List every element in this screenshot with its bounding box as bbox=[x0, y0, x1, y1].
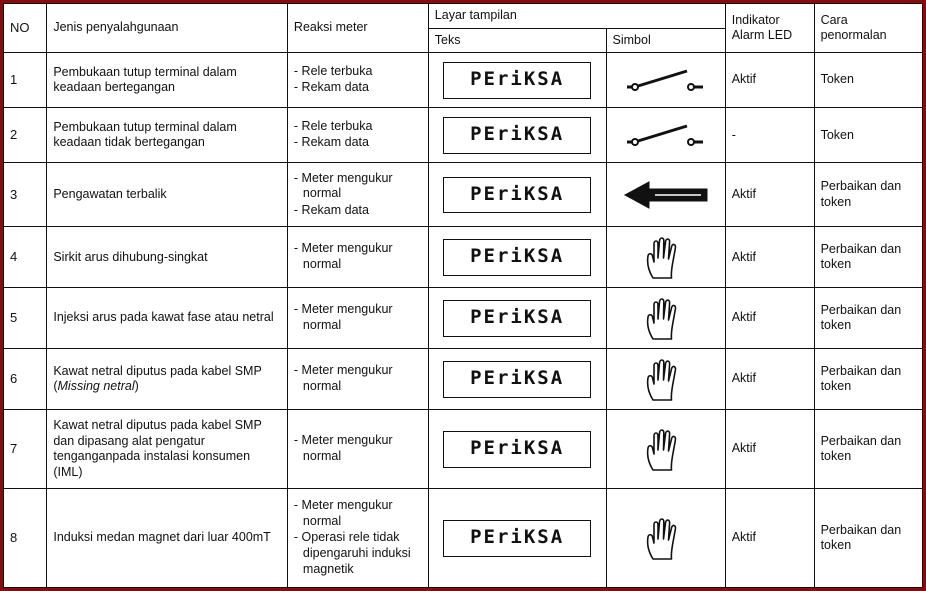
row-indikator: Aktif bbox=[725, 288, 814, 349]
row-cara: Token bbox=[814, 108, 922, 163]
hand-icon bbox=[643, 295, 689, 341]
row-reaksi bbox=[287, 227, 428, 288]
row-indikator: Aktif bbox=[725, 349, 814, 410]
row-jenis: Pembukaan tutup terminal dalam keadaan bertegangan bbox=[47, 53, 288, 108]
row-jenis: Sirkit arus dihubung-singkat bbox=[47, 227, 288, 288]
row-simbol bbox=[606, 288, 725, 349]
hand-icon bbox=[643, 426, 689, 472]
row-jenis-pre: Kawat netral diputus pada kabel SMP ( bbox=[53, 363, 262, 394]
row-simbol bbox=[606, 108, 725, 163]
reaksi-item: - Meter mengukur normal bbox=[293, 363, 393, 393]
table-row bbox=[4, 288, 923, 349]
lcd-display bbox=[443, 177, 591, 214]
row-teks bbox=[428, 227, 606, 288]
row-number: 4 bbox=[4, 227, 47, 288]
row-teks bbox=[428, 349, 606, 410]
row-cara: Token bbox=[814, 53, 922, 108]
row-jenis-post: ) bbox=[134, 379, 139, 394]
reaksi-item: - Rekam data bbox=[293, 202, 369, 217]
reaksi-item: - Meter mengukur normal bbox=[293, 433, 393, 463]
row-number: 1 bbox=[4, 53, 47, 108]
header-reaksi: Reaksi meter bbox=[287, 4, 428, 53]
row-jenis-italic: Missing netral bbox=[57, 379, 135, 394]
table-row bbox=[4, 108, 923, 163]
reaksi-item: - Rele terbuka bbox=[293, 63, 373, 78]
row-number: 7 bbox=[4, 410, 47, 489]
lcd-text: PEriKSA bbox=[470, 67, 565, 90]
table-row bbox=[4, 53, 923, 108]
row-simbol bbox=[606, 489, 725, 588]
header-indikator-alarm-led: Indikator Alarm LED bbox=[725, 4, 814, 53]
reaksi-item: - Meter mengukur normal bbox=[293, 498, 393, 528]
header-simbol: Simbol bbox=[606, 28, 725, 53]
reaksi-item: - Meter mengukur normal bbox=[293, 241, 393, 271]
lcd-display bbox=[443, 62, 591, 99]
reaksi-item: - Rekam data bbox=[293, 80, 369, 95]
reaksi-item: - Meter mengukur normal bbox=[293, 170, 393, 201]
row-number: 6 bbox=[4, 349, 47, 410]
header-cara-penormalan: Cara penormalan bbox=[814, 4, 922, 53]
row-jenis: Induksi medan magnet dari luar 400mT bbox=[47, 489, 288, 588]
lcd-text: PEriKSA bbox=[470, 525, 565, 548]
row-cara: Perbaikan dan token bbox=[814, 489, 922, 588]
lcd-display bbox=[443, 520, 591, 557]
row-cara: Perbaikan dan token bbox=[814, 410, 922, 489]
table-body bbox=[4, 53, 923, 588]
row-reaksi bbox=[287, 53, 428, 108]
header-layar-tampilan: Layar tampilan bbox=[428, 4, 725, 29]
table-row bbox=[4, 410, 923, 489]
reaksi-item: - Operasi rele tidak dipengaruhi induksi magnetik bbox=[293, 530, 411, 576]
row-simbol bbox=[606, 227, 725, 288]
row-cara: Perbaikan dan token bbox=[814, 288, 922, 349]
row-simbol bbox=[606, 53, 725, 108]
row-teks bbox=[428, 53, 606, 108]
open-switch-icon bbox=[625, 63, 707, 97]
table-row bbox=[4, 349, 923, 410]
header-teks: Teks bbox=[428, 28, 606, 53]
lcd-text: PEriKSA bbox=[470, 245, 565, 268]
lcd-display bbox=[443, 117, 591, 154]
lcd-display bbox=[443, 300, 591, 337]
row-teks bbox=[428, 163, 606, 227]
row-number: 3 bbox=[4, 163, 47, 227]
row-simbol bbox=[606, 410, 725, 489]
table-row bbox=[4, 163, 923, 227]
row-indikator: Aktif bbox=[725, 227, 814, 288]
row-jenis: Pengawatan terbalik bbox=[47, 163, 288, 227]
header-row-1 bbox=[4, 4, 923, 29]
penyalahgunaan-table bbox=[3, 3, 923, 588]
lcd-text: PEriKSA bbox=[470, 436, 565, 459]
row-number: 2 bbox=[4, 108, 47, 163]
hand-icon bbox=[643, 234, 689, 280]
lcd-text: PEriKSA bbox=[470, 182, 565, 205]
row-teks bbox=[428, 489, 606, 588]
row-jenis bbox=[47, 349, 288, 410]
row-cara: Perbaikan dan token bbox=[814, 227, 922, 288]
row-indikator: - bbox=[725, 108, 814, 163]
header-no: NO bbox=[4, 4, 47, 53]
row-reaksi bbox=[287, 288, 428, 349]
row-simbol bbox=[606, 163, 725, 227]
row-reaksi bbox=[287, 163, 428, 227]
row-reaksi bbox=[287, 410, 428, 489]
row-indikator: Aktif bbox=[725, 163, 814, 227]
row-jenis: Pembukaan tutup terminal dalam keadaan tidak bertegangan bbox=[47, 108, 288, 163]
hand-icon bbox=[643, 356, 689, 402]
lcd-display bbox=[443, 431, 591, 468]
row-indikator: Aktif bbox=[725, 53, 814, 108]
row-teks bbox=[428, 410, 606, 489]
row-number: 5 bbox=[4, 288, 47, 349]
reaksi-item: - Meter mengukur normal bbox=[293, 302, 393, 332]
open-switch-icon bbox=[625, 118, 707, 152]
lcd-display bbox=[443, 361, 591, 398]
header-jenis: Jenis penyalahgunaan bbox=[47, 4, 288, 53]
row-jenis: Injeksi arus pada kawat fase atau netral bbox=[47, 288, 288, 349]
lcd-display bbox=[443, 239, 591, 276]
row-indikator: Aktif bbox=[725, 489, 814, 588]
row-reaksi bbox=[287, 489, 428, 588]
table-row bbox=[4, 227, 923, 288]
row-reaksi bbox=[287, 349, 428, 410]
row-reaksi bbox=[287, 108, 428, 163]
row-simbol bbox=[606, 349, 725, 410]
lcd-text: PEriKSA bbox=[470, 305, 565, 328]
left-arrow-icon bbox=[623, 180, 709, 210]
row-cara: Perbaikan dan token bbox=[814, 163, 922, 227]
row-jenis: Kawat netral diputus pada kabel SMP dan dipasang alat pengatur tenganganpada instalasi konsumen (IML) bbox=[47, 410, 288, 489]
lcd-text: PEriKSA bbox=[470, 122, 565, 145]
reaksi-item: - Rele terbuka bbox=[293, 118, 373, 133]
reaksi-item: - Rekam data bbox=[293, 135, 369, 150]
table-header bbox=[4, 4, 923, 53]
row-cara: Perbaikan dan token bbox=[814, 349, 922, 410]
table-row bbox=[4, 489, 923, 588]
row-number: 8 bbox=[4, 489, 47, 588]
row-teks bbox=[428, 108, 606, 163]
row-teks bbox=[428, 288, 606, 349]
lcd-text: PEriKSA bbox=[470, 366, 565, 389]
row-indikator: Aktif bbox=[725, 410, 814, 489]
hand-icon bbox=[643, 515, 689, 561]
